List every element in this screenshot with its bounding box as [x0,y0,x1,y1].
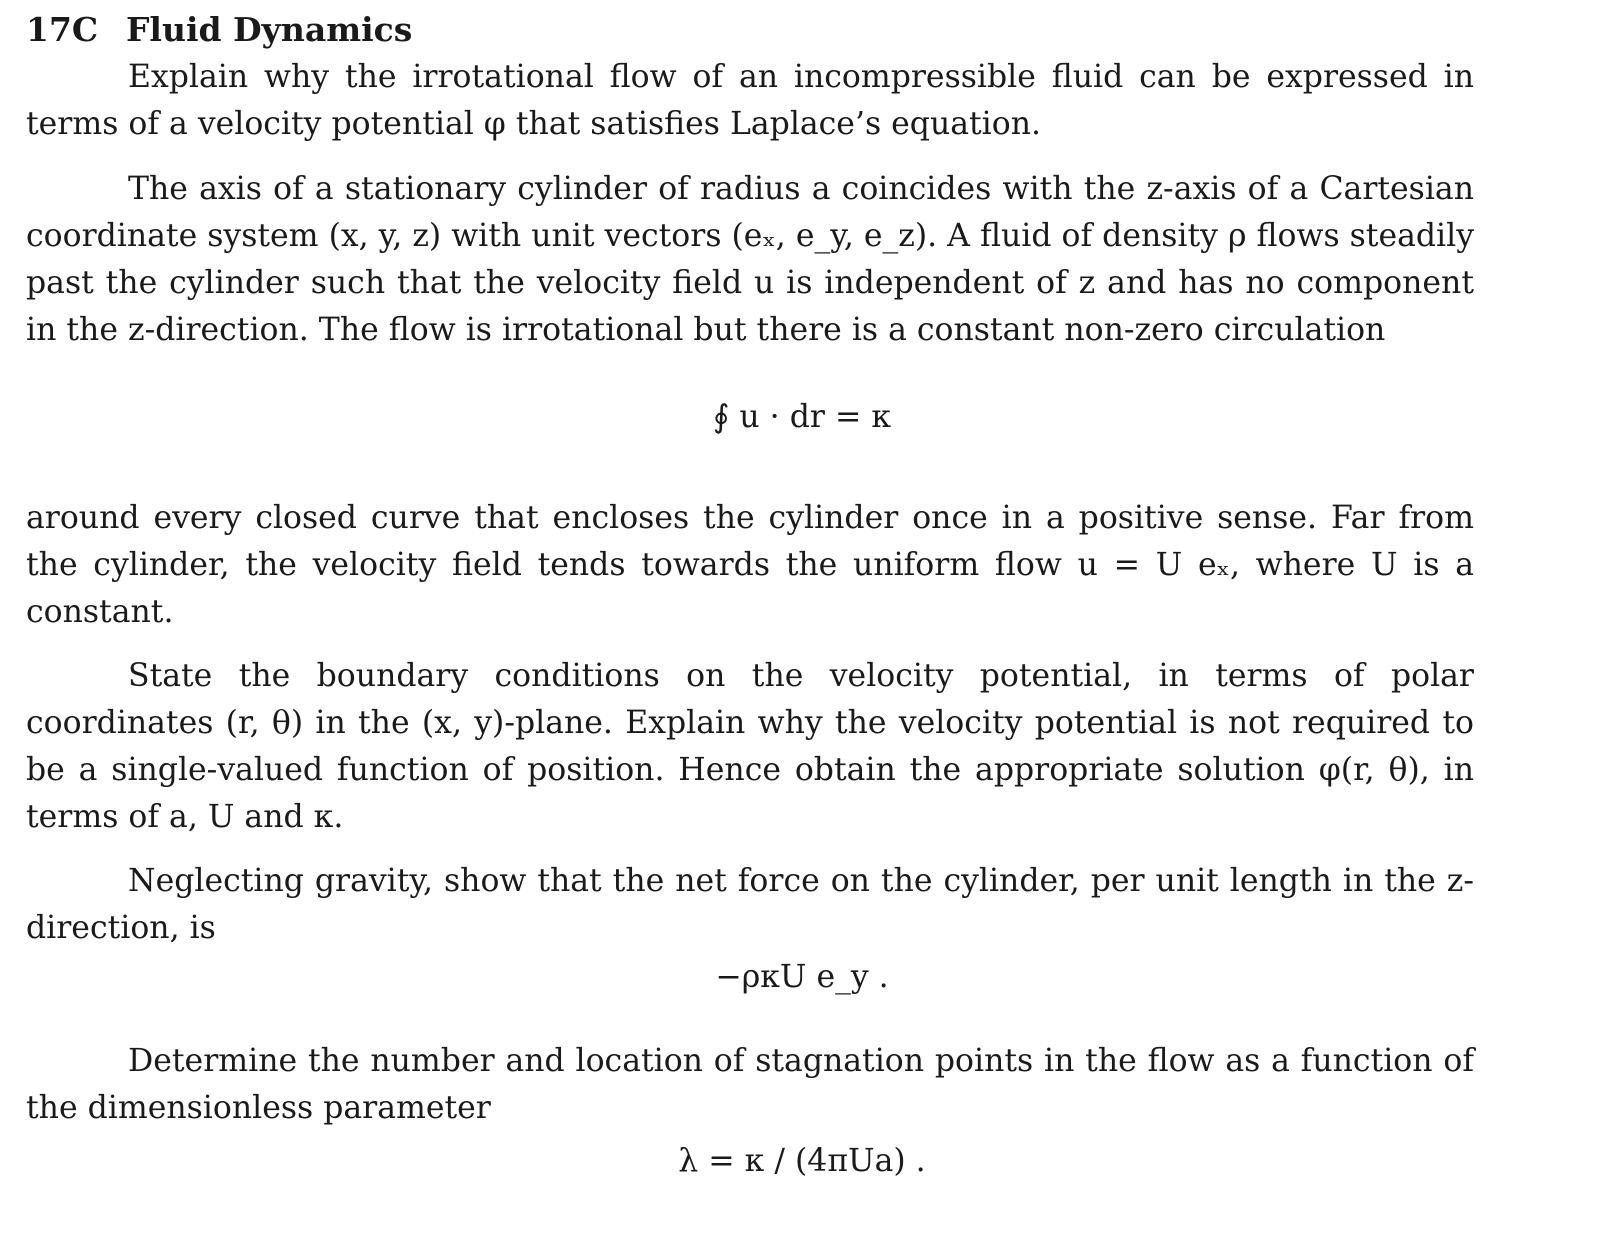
equation-force-text: −ρκU e_y . [715,959,889,995]
paragraph-1: Explain why the irrotational flow of an incompressible fluid can be expressed in terms of a velocity potential φ that satisfies Laplace’s equation. [26,59,1474,142]
equation-circulation-text: ∮ u · dr = κ [712,399,892,435]
question-title: Fluid Dynamics [126,10,413,49]
equation-circulation [0,394,1604,441]
question-heading [26,6,412,53]
paragraph-4: State the boundary conditions on the velocity potential, in terms of polar coordinates (r, θ) in the (x, y)-plane. Explain why the velocity potential is not required to be a single-valued function of position. Hence obtain the appropriate solution φ(r, θ), in terms of a, U and κ. [26,658,1474,835]
equation-lambda [0,1138,1604,1185]
paragraph-3: around every closed curve that encloses the cylinder once in a positive sense. Far from the cylinder, the velocity field tends towards the uniform flow u = U eₓ, where U is a constant. [26,500,1474,630]
equation-lambda-text: λ = κ / (4πUa) . [678,1143,926,1179]
question-number: 17C [26,10,99,49]
paragraph-2: The axis of a stationary cylinder of radius a coincides with the z-axis of a Cartesian coordinate system (x, y, z) with unit vectors (eₓ, e_y, e_z). A fluid of density ρ flows steadily past the cylinder such that the velocity field u is independent of z and has no component in the z-direction. The flow is irrotational but there is a constant non-zero circulation [26,171,1474,348]
paragraph-5: Neglecting gravity, show that the net force on the cylinder, per unit length in the z-direction, is [26,863,1474,946]
paragraph-6: Determine the number and location of stagnation points in the flow as a function of the dimensionless parameter [26,1043,1474,1126]
equation-force [0,954,1604,1001]
